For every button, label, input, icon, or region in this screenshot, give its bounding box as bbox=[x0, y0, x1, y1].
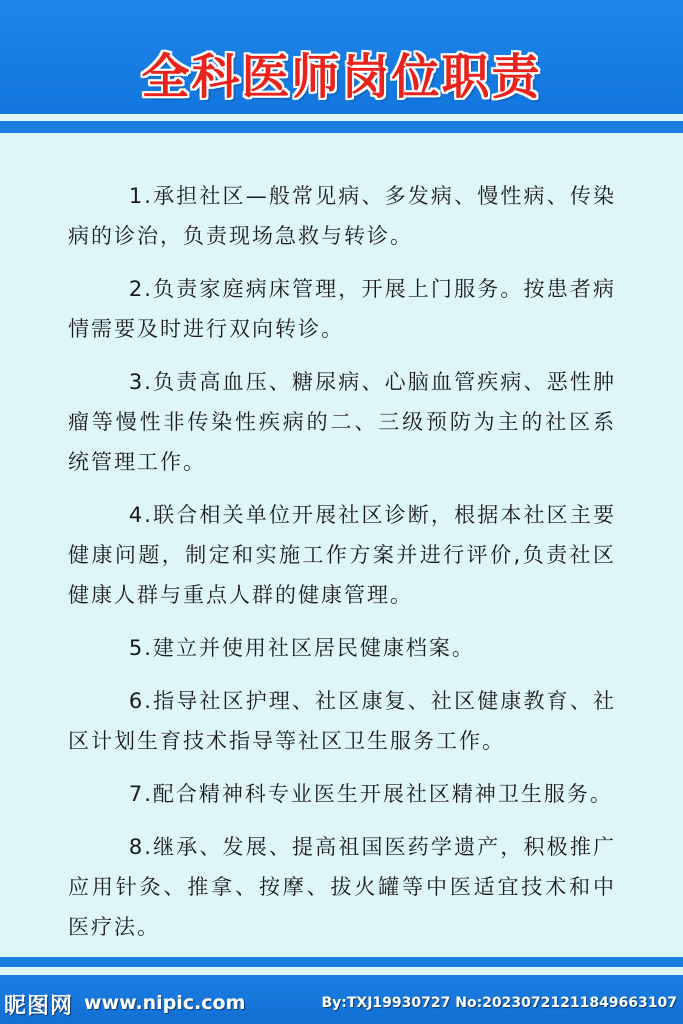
page-title: 全科医师岗位职责 bbox=[141, 49, 542, 105]
duty-item: 7.配合精神科专业医生开展社区精神卫生服务。 bbox=[128, 782, 613, 806]
duty-item: 5.建立并使用社区居民健康档案。 bbox=[128, 636, 475, 660]
watermark-logo: 昵图网 bbox=[4, 993, 74, 1019]
top-divider-stripe bbox=[0, 121, 683, 133]
duty-item: 4.联合相关单位开展社区诊断，根据本社区主要健康问题，制定和实施工作方案并进行评价,负责社区健康人群与重点人群的健康管理。 bbox=[68, 503, 616, 607]
watermark-id: By:TXJ19930727 No:20230721211849663107 bbox=[321, 995, 677, 1011]
bottom-divider-stripe bbox=[0, 957, 683, 967]
duty-item: 3.负责高血压、糖尿病、心脑血管疾病、恶性肿瘤等慢性非传染性疾病的二、三级预防为主的社区系统管理工作。 bbox=[68, 370, 616, 474]
duty-item: 1.承担社区—般常见病、多发病、慢性病、传染病的诊治，负责现场急救与转诊。 bbox=[68, 184, 616, 248]
duty-item: 2.负责家庭病床管理，开展上门服务。按患者病情需要及时进行双向转诊。 bbox=[68, 277, 616, 341]
duty-item: 8.继承、发展、提高祖国医药学遗产，积极推广应用针灸、推拿、按摩、拔火罐等中医适宜技术和中医疗法。 bbox=[68, 835, 616, 939]
duties-list bbox=[68, 176, 616, 960]
duty-item: 6.指导社区护理、社区康复、社区健康教育、社区计划生育技术指导等社区卫生服务工作。 bbox=[68, 689, 616, 753]
watermark-site: www.nipic.com bbox=[84, 992, 246, 1014]
